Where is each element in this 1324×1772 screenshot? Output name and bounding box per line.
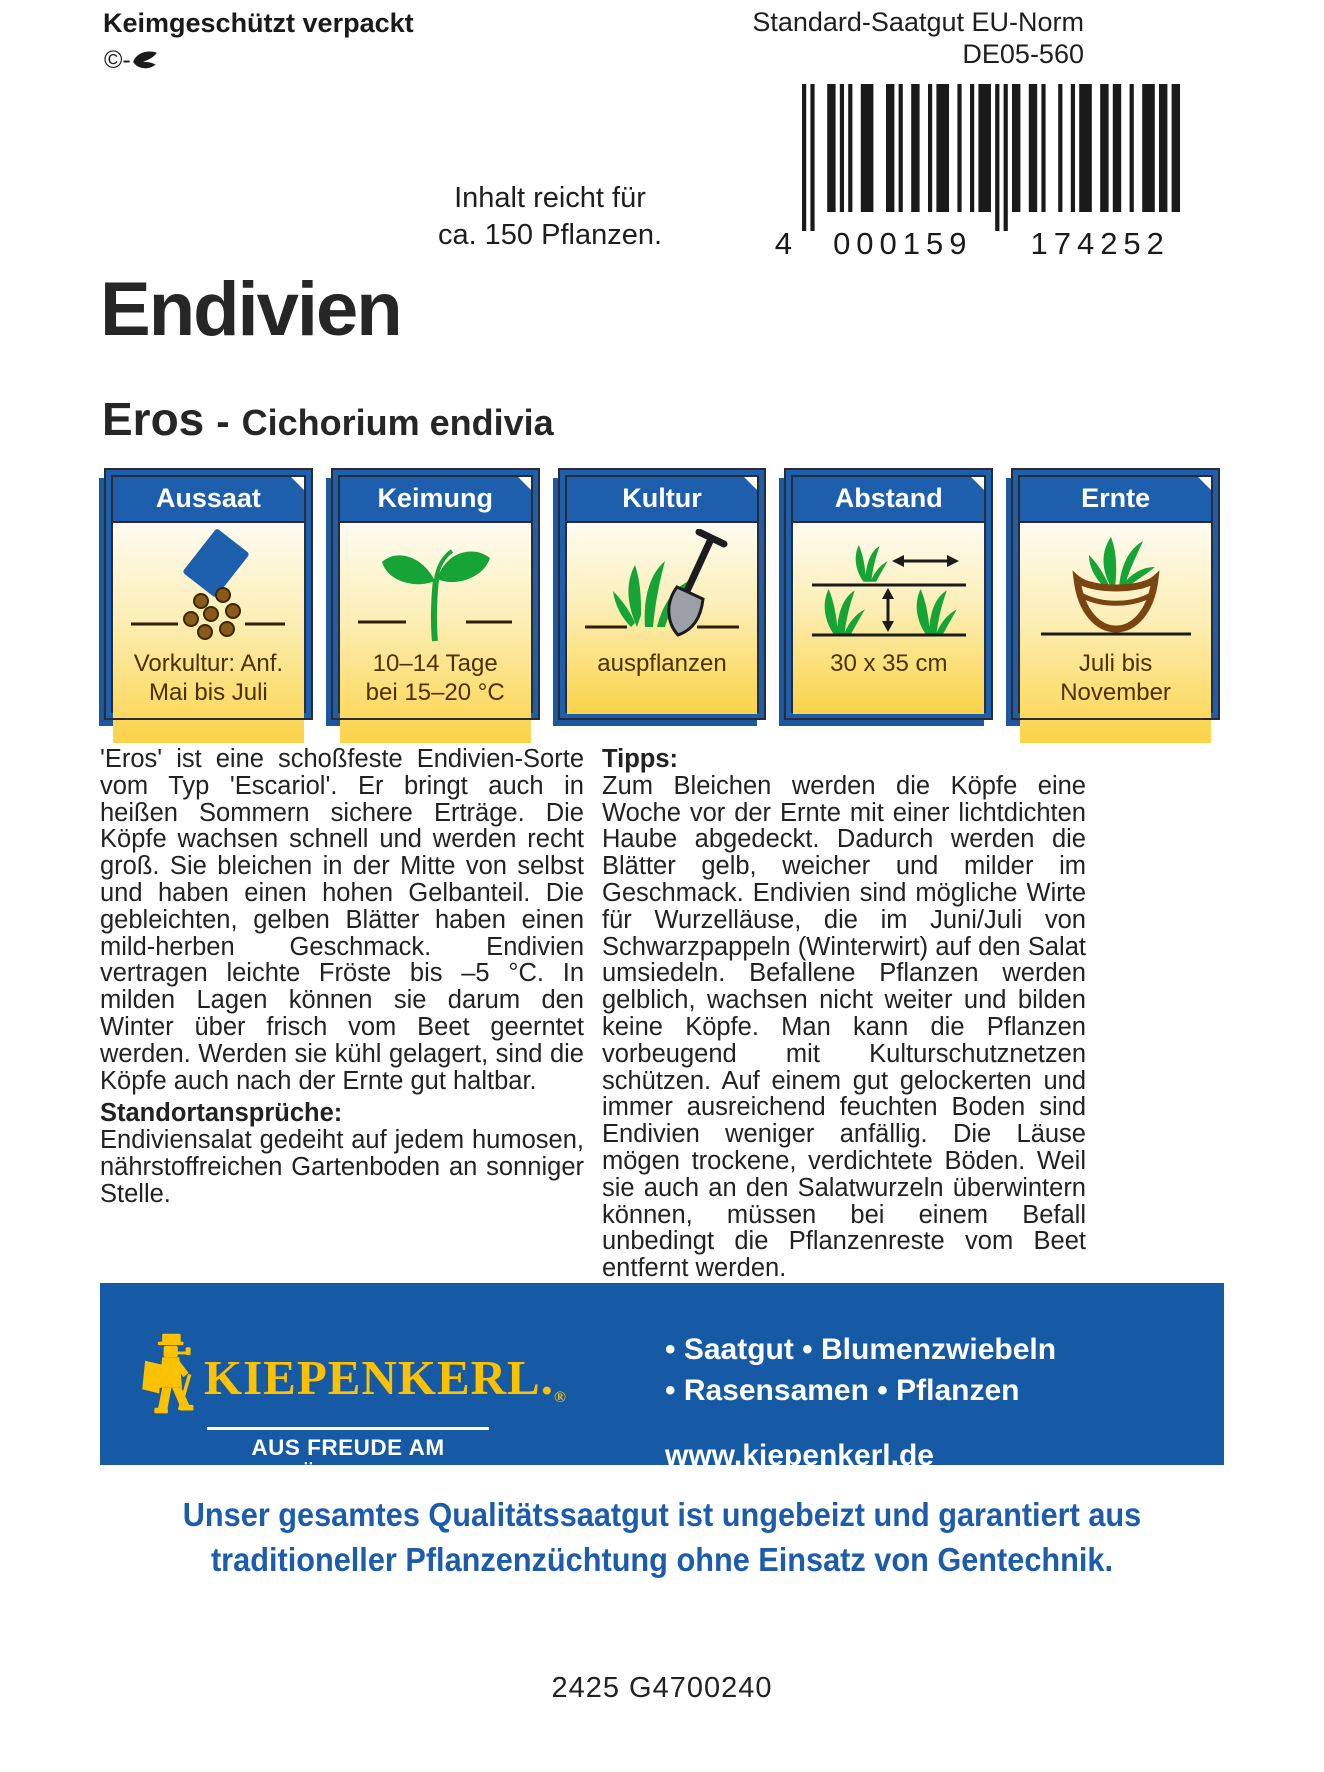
infobox-keimung: [333, 470, 538, 718]
seedling-icon: [350, 529, 520, 647]
content-quantity-line1: Inhalt reicht für: [454, 182, 646, 214]
infobox-ernte-label: Ernte: [1020, 477, 1211, 523]
caption-line: Vorkultur: Anf.: [133, 650, 284, 677]
harvest-bowl-icon: [1031, 529, 1201, 647]
caption-line: November: [1060, 679, 1171, 706]
kiepenkerl-man-icon: [138, 1317, 202, 1433]
svg-text:174252: 174252: [1030, 226, 1170, 260]
description-columns: [100, 746, 1086, 1282]
tips-text: Zum Bleichen werden die Köpfe eine Woche vor der Ernte mit einer lichtdichten Haube abgedeckt. Dadurch werden die Blätter gelb, weicher und milder im Geschmack. Endivien sind mögliche Wirte für Wurzelläuse, die im Juni/Juli von Schwarzpappeln (Winterwirt) auf den Salat umsiedeln. Befallene Pflanzen werden gelblich, wachsen nicht weiter und bilden keine Köpfe. Man kann die Pflanzen vorbeugend mit Kulturschutznetzen schützen. Auf einem gut gelockerten und immer ausreichend feuchten Boden sind Endivien weniger anfällig. Die Läuse mögen trockene, verdichtete Böden. Weil sie auch an den Salatwurzeln überwintern können, müssen bei einem Befall unbedingt die Pflanzenreste vom Beet entfernt werden.: [602, 771, 1086, 1283]
variety-title: [102, 392, 554, 446]
norm-line1: Standard-Saatgut EU-Norm: [752, 7, 1084, 37]
description-left-column: [100, 746, 584, 1282]
products-line2: • Rasensamen • Pflanzen: [665, 1374, 1020, 1407]
norm-line2: DE05-560: [962, 39, 1084, 69]
barcode-image: [770, 84, 1220, 260]
registered-mark: ®: [553, 1389, 567, 1406]
infobox-abstand: [786, 470, 991, 718]
caption-line: bei 15–20 °C: [365, 679, 505, 706]
leaf-swirl-icon: [132, 49, 158, 73]
infobox-aussaat-label: Aussaat: [113, 477, 304, 523]
infobox-aussaat-caption: [134, 649, 283, 707]
plant-and-spade-icon: [577, 529, 747, 647]
logo-divider: [207, 1427, 489, 1430]
batch-code: 2425 G4700240: [551, 1672, 773, 1704]
brand-tagline: AUS FREUDE AM GÄRTNERN: [251, 1435, 445, 1486]
infobox-kultur: [560, 470, 765, 718]
variety-description: 'Eros' ist eine schoßfeste Endivien-Sorte vom Typ 'Escariol'. Er bringt auch in heißen Sommern sichere Erträge. Die Köpfe wachsen schnell und werden recht groß. Sie bleichen in der Mitte von selbst und haben einen hohen Gelbanteil. Die gebleichten, gelben Blätter haben einen mild-herben Geschmack. Endivien vertragen leichte Fröste bis –5 °C. In milden Lagen können sie darum den Winter über frisch vom Beet geerntet werden. Werden sie kühl gelagert, sind die Köpfe auch nach der Ernte gut haltbar.: [100, 745, 584, 1095]
standard-norm-label: [584, 6, 1084, 70]
svg-text:4: 4: [774, 226, 792, 260]
copyright-prefix: ©-: [104, 46, 131, 74]
product-categories: [665, 1329, 1056, 1476]
quality-line1: Unser gesamtes Qualitätssaatgut ist ungebeizt und garantiert aus: [182, 1496, 1142, 1533]
infobox-abstand-caption: [830, 649, 947, 678]
svg-text:000159: 000159: [833, 226, 973, 260]
kiepenkerl-logo: [204, 1349, 567, 1407]
caption-line: Mai bis Juli: [149, 679, 268, 706]
infobox-keimung-caption: [366, 649, 505, 707]
quality-statement: [46, 1492, 1277, 1582]
infobox-ernte-caption: [1060, 649, 1171, 707]
description-right-column: [602, 746, 1086, 1282]
kiepenkerl-logo-text: KIEPENKERL.: [204, 1350, 554, 1405]
products-line1: • Saatgut • Blumenzwiebeln: [665, 1333, 1057, 1366]
brand-band: [100, 1283, 1224, 1486]
latin-name: Cichorium endivia: [241, 402, 554, 443]
cultivation-info-boxes: [106, 470, 1218, 718]
caption-line: auspflanzen: [597, 650, 727, 677]
page-title: Endivien: [100, 267, 401, 352]
content-quantity-note: [400, 180, 700, 254]
caption-line: 10–14 Tage: [372, 650, 498, 677]
tips-heading: Tipps:: [602, 745, 679, 773]
quality-line2: traditioneller Pflanzenzüchtung ohne Einsatz von Gentechnik.: [210, 1541, 1114, 1578]
site-requirements-heading: Standortansprüche:: [100, 1099, 343, 1128]
variety-name: Eros: [102, 393, 205, 445]
caption-line: Juli bis: [1078, 650, 1153, 677]
caption-line: 30 x 35 cm: [830, 650, 948, 677]
ean-barcode: [770, 84, 1220, 260]
title-separator: -: [216, 400, 230, 444]
infobox-kultur-label: Kultur: [567, 477, 758, 523]
infobox-aussaat: [106, 470, 311, 718]
spacing-arrows-icon: [804, 529, 974, 647]
copyright-recycle-mark: [104, 46, 158, 75]
website-link: www.kiepenkerl.de: [665, 1439, 934, 1472]
infobox-ernte: [1013, 470, 1218, 718]
infobox-keimung-label: Keimung: [340, 477, 531, 523]
site-requirements-text: Endiviensalat gedeiht auf jedem humosen, nährstoffreichen Gartenboden an sonniger Stelle.: [100, 1126, 584, 1208]
seed-packet-icon: [123, 529, 293, 647]
infobox-abstand-label: Abstand: [793, 477, 984, 523]
infobox-kultur-caption: [597, 649, 726, 678]
content-quantity-line2: ca. 150 Pflanzen.: [437, 219, 663, 251]
germ-protection-title: Keimgeschützt verpackt: [103, 8, 414, 38]
